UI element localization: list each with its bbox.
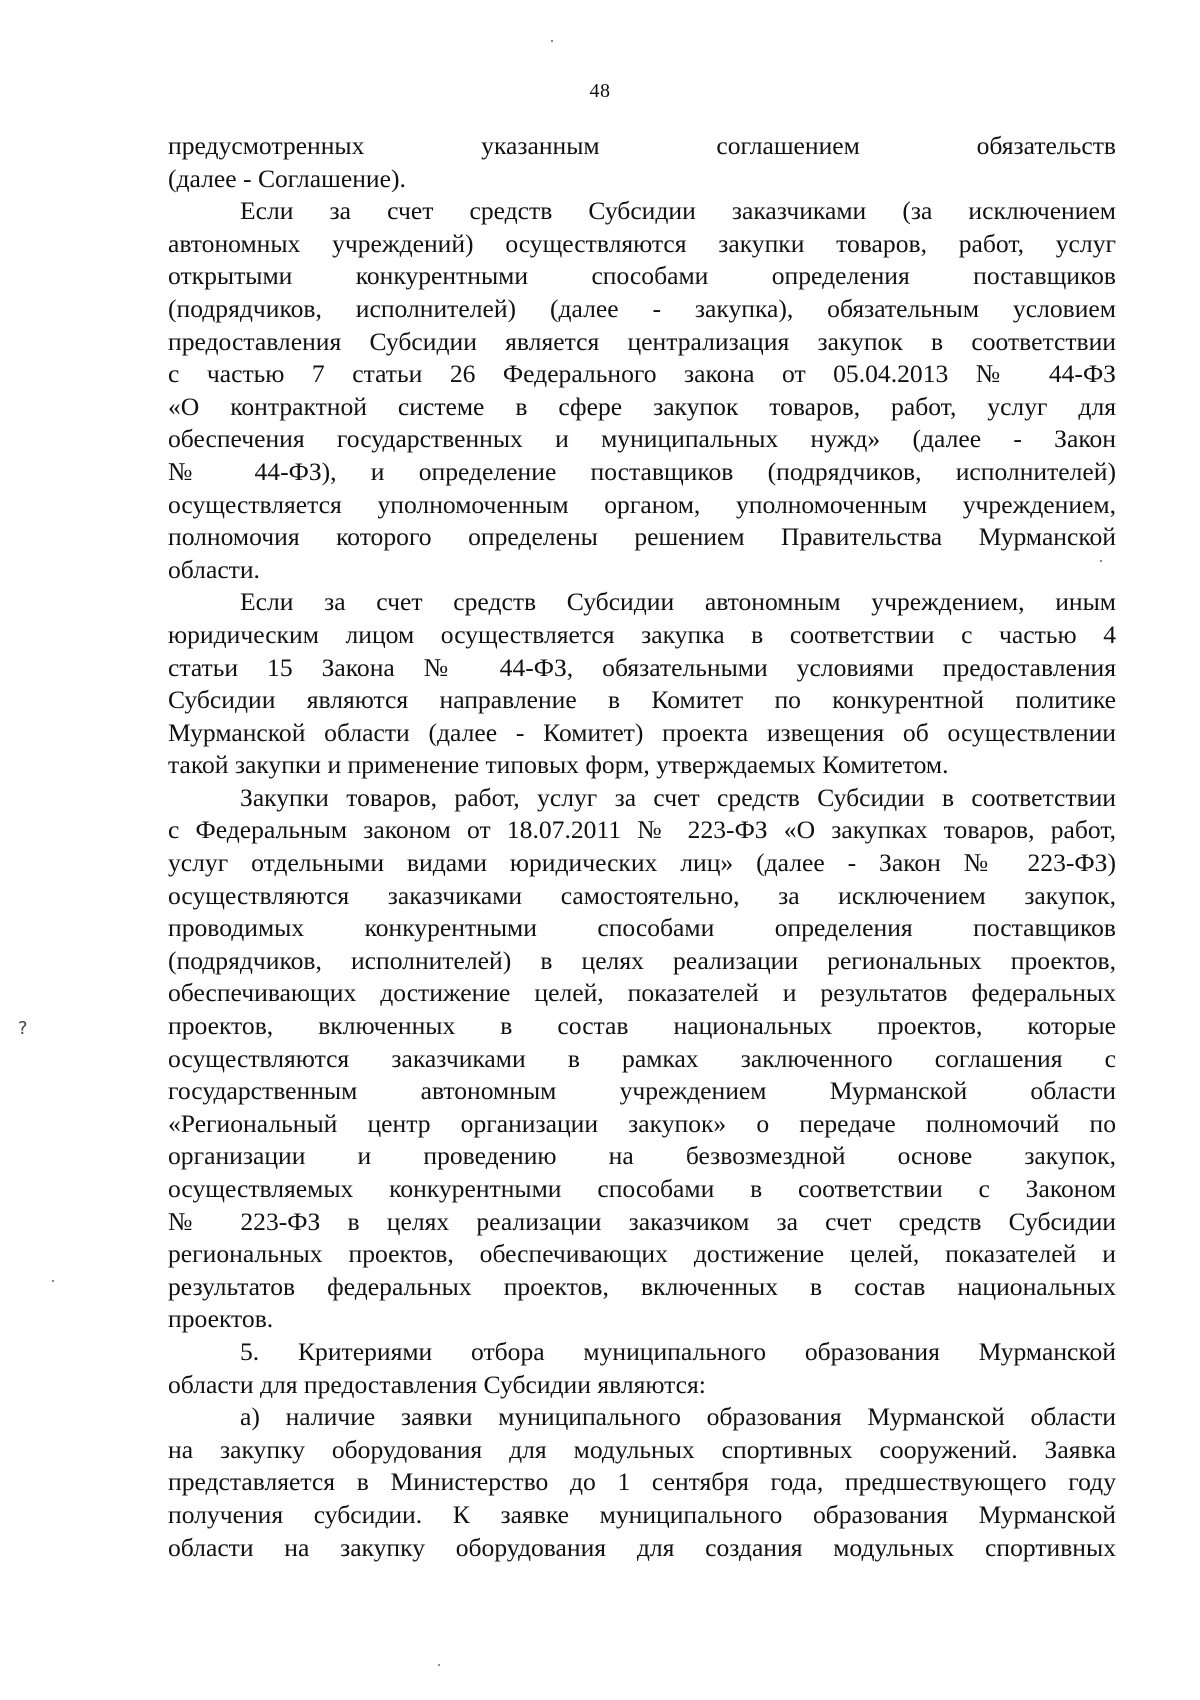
text-line: на закупку оборудования для модульных спортивных сооружений. Заявка [168,1434,1116,1464]
text-line: Субсидии являются направление в Комитет по конкурентной политике [168,685,1116,715]
text-line: осуществляются заказчиками в рамках заключенного соглашения с [168,1043,1116,1073]
text-line: открытыми конкурентными способами определения поставщиков [168,261,1116,291]
text-line: автономных учреждений) осуществляются закупки товаров, работ, услуг [168,228,1116,258]
text-line: осуществляется уполномоченным органом, уполномоченным учреждением, [168,489,1116,519]
text-line: обеспечения государственных и муниципальных нужд» (далее - Закон [168,424,1116,454]
text-line: полномочия которого определены решением Правительства Мурманской [168,522,1116,552]
text-line: результатов федеральных проектов, включенных в состав национальных [168,1271,1116,1301]
text-line: 5. Критериями отбора муниципального образования Мурманской [240,1336,1116,1366]
text-line: а) наличие заявки муниципального образования Мурманской области [240,1402,1116,1432]
text-line: осуществляемых конкурентными способами в соответствии с Законом [168,1174,1116,1203]
text-line: области. [168,554,260,584]
text-line: Если за счет средств Субсидии заказчиками (за исключением [240,196,1116,226]
margin-scan-mark: ? [18,1018,28,1039]
text-line: такой закупки и применение типовых форм, утверждаемых Комитетом. [168,750,949,780]
text-line: проектов. [168,1304,274,1334]
text-line: проектов, включенных в состав национальных проектов, которые [168,1011,1116,1041]
text-line: «О контрактной системе в сфере закупок товаров, работ, услуг для [168,391,1116,421]
scan-speck [52,1280,54,1282]
text-line: области для предоставления Субсидии являются: [168,1369,706,1399]
text-line: «Региональный центр организации закупок» о передаче полномочий по [168,1108,1116,1138]
text-line: представляется в Министерство до 1 сентября года, предшествующего году [168,1467,1116,1497]
scan-speck [1100,560,1102,562]
text-line: обеспечивающих достижение целей, показателей и результатов федеральных [168,978,1116,1008]
text-line: региональных проектов, обеспечивающих достижение целей, показателей и [168,1239,1116,1269]
text-line: статьи 15 Закона № 44-ФЗ, обязательными условиями предоставления [168,652,1116,682]
text-line: № 44-ФЗ), и определение поставщиков (подрядчиков, исполнителей) [168,456,1116,486]
text-line: № 223-ФЗ в целях реализации заказчиком за счет средств Субсидии [168,1206,1116,1236]
text-line: (далее - Соглашение). [168,163,406,193]
text-line: (подрядчиков, исполнителей) (далее - закупка), обязательным условием [168,293,1116,323]
text-line: с частью 7 статьи 26 Федерального закона от 05.04.2013 № 44-ФЗ [168,359,1116,389]
text-line: осуществляются заказчиками самостоятельно, за исключением закупок, [168,880,1116,910]
text-line: (подрядчиков, исполнителей) в целях реализации региональных проектов, [168,945,1116,975]
text-line: получения субсидии. К заявке муниципального образования Мурманской [168,1499,1116,1529]
text-line: предоставления Субсидии является централизация закупок в соответствии [168,326,1116,356]
text-line: Закупки товаров, работ, услуг за счет средств Субсидии в соответствии [240,782,1116,812]
text-line: области на закупку оборудования для создания модульных спортивных [168,1532,1116,1562]
text-line: организации и проведению на безвозмездной основе закупок, [168,1141,1116,1171]
text-line: Мурманской области (далее - Комитет) проекта извещения об осуществлении [168,717,1116,747]
page-number: 48 [589,80,611,102]
scan-speck [551,40,553,42]
document-body [168,130,1116,1564]
scan-speck [438,1664,440,1666]
text-line: предусмотренных указанным соглашением обязательств [168,131,1116,160]
text-line: государственным автономным учреждением Мурманской области [168,1076,1116,1106]
text-line: юридическим лицом осуществляется закупка в соответствии с частью 4 [168,619,1116,649]
text-line: с Федеральным законом от 18.07.2011 № 223-ФЗ «О закупках товаров, работ, [168,815,1116,845]
text-line: услуг отдельными видами юридических лиц» (далее - Закон № 223-ФЗ) [168,848,1116,878]
text-line: проводимых конкурентными способами определения поставщиков [168,913,1116,943]
text-line: Если за счет средств Субсидии автономным учреждением, иным [240,587,1116,617]
